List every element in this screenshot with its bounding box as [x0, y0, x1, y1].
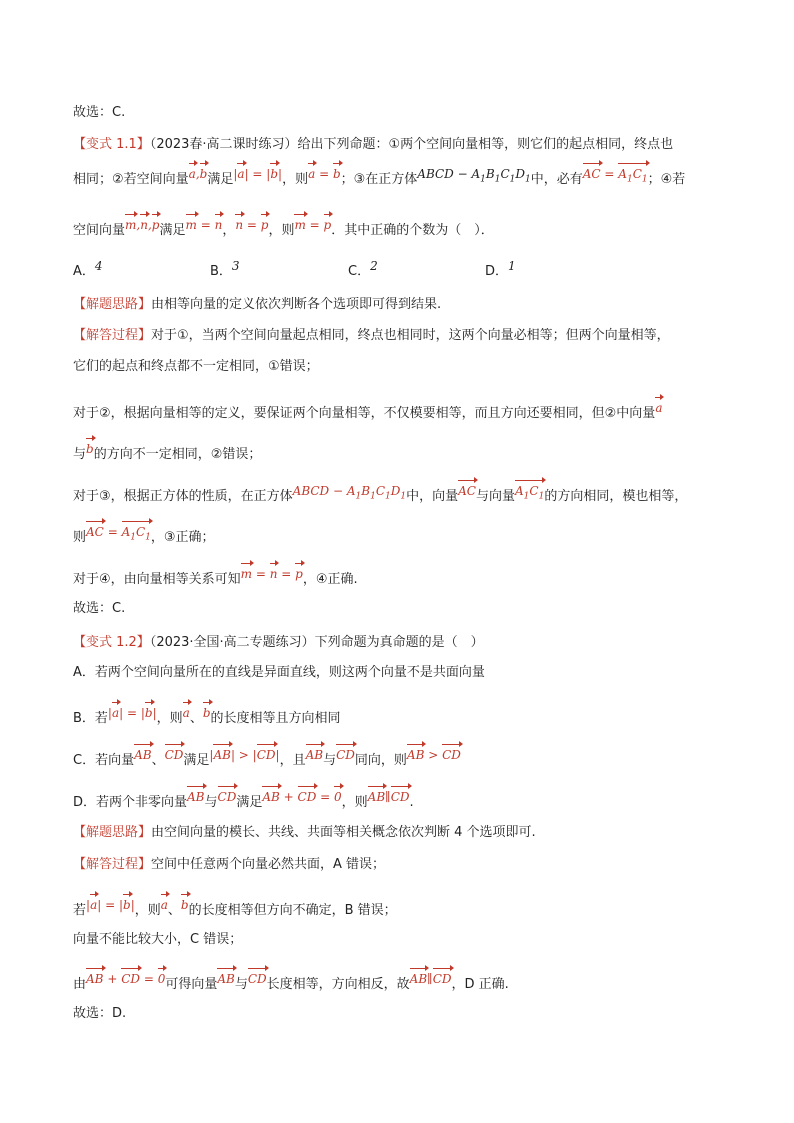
variant-1-2-answer: 故选：D. — [73, 1006, 127, 1021]
option-a: A．4 — [73, 259, 103, 279]
option-b: B．3 — [210, 259, 240, 279]
variant-1-2-header: 【变式 1.2】（2023·全国·高二专题练习）下列命题为真命题的是（ ） — [73, 635, 484, 650]
variant-1-1-line2: 相同；②若空间向量a,b满足|a| = |b|，则a = b；③在正方体ABCD − $A_1B_1C_1D_1$中，必有AC = $A_1C_1$；④若 — [73, 167, 686, 187]
variant-1-1-proc-5: 对于③，根据正方体的性质，在正方体ABCD − $A_1B_1C_1D_1$中，向量AC与向量$A_1C_1$的方向相同，模也相等， — [73, 484, 688, 504]
variant-1-1-proc-1: 【解答过程】对于①，当两个空间向量起点相同，终点也相同时，这两个向量必相等；但两个向量相等， — [73, 328, 670, 343]
line-answer-1: 故选：C. — [73, 105, 126, 120]
variant-1-1-answer: 故选：C. — [73, 601, 126, 616]
option-d: D．1 — [485, 259, 516, 279]
variant-1-1-proc-2: 它们的起点和终点都不一定相同，①错误； — [73, 359, 319, 374]
variant-1-2-think: 【解题思路】由空间向量的模长、共线、共面等相关概念依次判断 4 个选项即可. — [73, 825, 536, 840]
variant-1-2-proc-1: 【解答过程】空间中任意两个向量必然共面，A 错误； — [73, 857, 386, 872]
variant-1-1-think: 【解题思路】由相等向量的定义依次判断各个选项即可得到结果. — [73, 297, 442, 312]
option-c: C．2 — [348, 259, 378, 279]
variant-tag: 【变式 1.1】 — [73, 137, 150, 152]
variant-1-2-option-c: C．若向量AB、CD满足|AB| > |CD|，且AB与CD同向，则AB > CD — [73, 748, 461, 768]
variant-1-2-option-b: B．若|a| = |b|，则a、b的长度相等且方向相同 — [73, 706, 341, 726]
variant-1-2-proc-3: 向量不能比较大小，C 错误； — [73, 932, 243, 947]
variant-1-1-line1: 【变式 1.1】（2023春·高二课时练习）给出下列命题：①两个空间向量相等，则它们的起点相同，终点也 — [73, 137, 674, 152]
variant-1-2-proc-4: 由AB + CD = 0可得向量AB与CD长度相等，方向相反，故AB∥CD，D 正确. — [73, 972, 509, 992]
variant-1-2-proc-2: 若|a| = |b|，则a、b的长度相等但方向不确定，B 错误； — [73, 898, 397, 918]
variant-1-1-proc-4: 与b的方向不一定相同，②错误； — [73, 442, 262, 462]
variant-1-1-line3: 空间向量m,n,p满足m = n，n = p，则m = p．其中正确的个数为（ ）． — [73, 218, 494, 238]
variant-1-1-proc-3: 对于②，根据向量相等的定义，要保证两个向量相等，不仅模要相等，而且方向还要相同，但②中向量a — [73, 401, 663, 421]
variant-1-2-option-d: D．若两个非零向量AB与CD满足AB + CD = 0，则AB∥CD. — [73, 790, 414, 810]
variant-1-2-option-a: A．若两个空间向量所在的直线是异面直线，则这两个向量不是共面向量 — [73, 665, 485, 680]
variant-1-1-proc-7: 对于④，由向量相等关系可知m = n = p，④正确. — [73, 567, 358, 587]
variant-1-1-proc-6: 则AC = $A_1C_1$，③正确； — [73, 525, 215, 545]
variant-1-1-options — [73, 259, 633, 282]
